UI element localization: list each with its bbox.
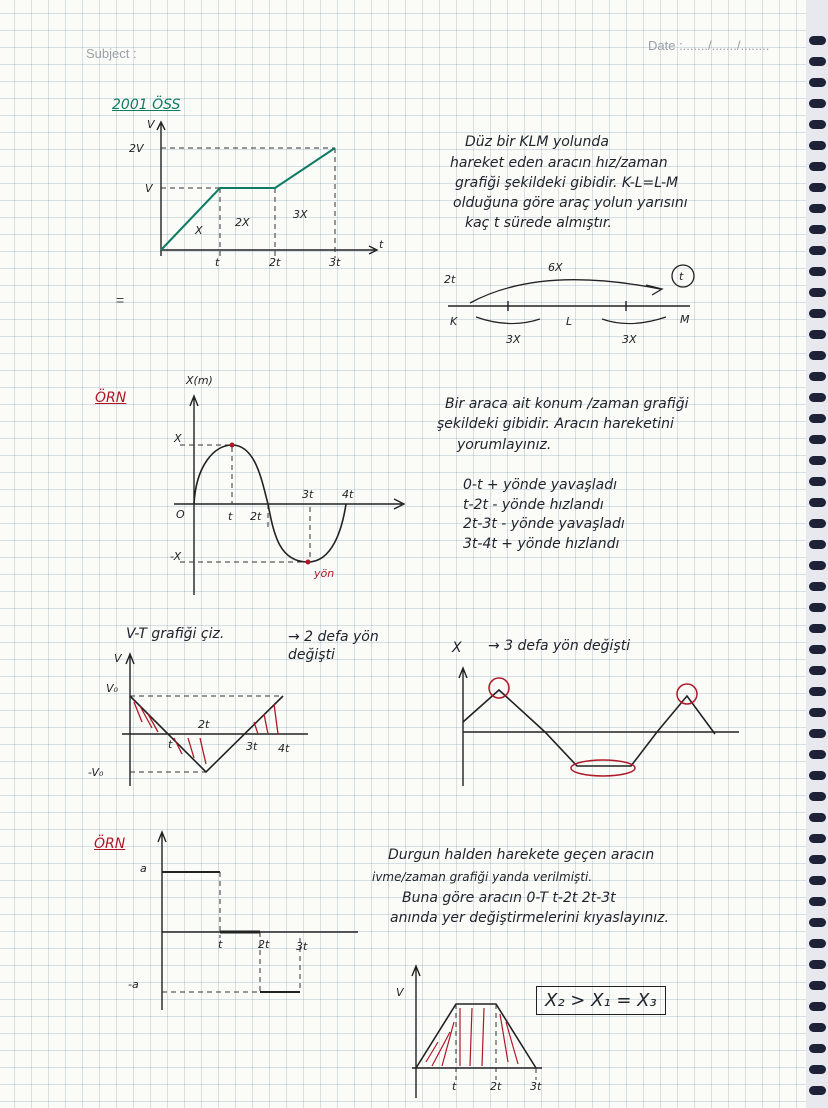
ex3-q-line: Durgun halden harekete geçen aracın	[388, 847, 655, 863]
spiral-ring	[809, 624, 826, 633]
spiral-binding	[806, 0, 828, 1108]
spiral-ring	[809, 981, 826, 990]
ex3-q-line: Buna göre aracın 0-T t-2t 2t-3t	[402, 890, 616, 906]
ex1-vt-graph	[125, 118, 395, 268]
spiral-ring	[809, 540, 826, 549]
ex1-q-line: kaç t sürede almıştır.	[465, 215, 612, 231]
vt-x-label-3t: 3t	[246, 740, 258, 753]
spiral-ring	[809, 414, 826, 423]
ex3-v-x-label-2t: 2t	[490, 1080, 502, 1093]
ex3-at-graph	[120, 826, 365, 1011]
ex2-answer-row: 0-t + yönde yavaşladı	[463, 477, 618, 493]
vt-x-label-4t: 4t	[278, 742, 290, 755]
spiral-ring	[809, 183, 826, 192]
spiral-ring	[809, 141, 826, 150]
spiral-ring	[809, 225, 826, 234]
ex1-y-tick-2v: 2V	[129, 142, 144, 155]
ex2-yon-note: yön	[314, 567, 335, 580]
vt-x-label-t: t	[168, 738, 173, 751]
ex3-x-label-2t: 2t	[258, 938, 270, 951]
ex2-answer-row: 3t-4t + yönde hızlandı	[463, 536, 620, 552]
ex3-vt-graph	[392, 962, 562, 1102]
ex3-x-label-3t: 3t	[296, 940, 308, 953]
ex1-x-axis-label: t	[379, 238, 384, 251]
spiral-ring	[809, 1065, 826, 1074]
ex1-sketch-m: M	[680, 313, 690, 326]
spiral-ring	[809, 834, 826, 843]
spiral-ring	[809, 57, 826, 66]
ex1-sketch-3x-right: 3X	[622, 333, 637, 346]
ex2-answer-row: 2t-3t - yönde yavaşladı	[463, 516, 625, 532]
ex1-sketch-answer: t	[679, 270, 684, 283]
ex2-q-line: yorumlayınız.	[457, 437, 552, 453]
ex1-sketch-2t: 2t	[444, 273, 456, 286]
spiral-ring	[809, 771, 826, 780]
spiral-ring	[809, 36, 826, 45]
spiral-ring	[809, 645, 826, 654]
spiral-ring	[809, 960, 826, 969]
xt-y-axis-label: X	[452, 640, 462, 656]
ex1-y-axis	[157, 122, 165, 256]
ex1-q-line: hareket eden aracın hız/zaman	[450, 155, 668, 171]
ex2-answer-row: t-2t - yönde hızlandı	[463, 497, 604, 513]
spiral-ring	[809, 393, 826, 402]
ex2-xt-graph	[170, 370, 415, 600]
ex2-tag: ÖRN	[95, 390, 127, 406]
spiral-ring	[809, 855, 826, 864]
spiral-ring	[809, 792, 826, 801]
spiral-ring	[809, 204, 826, 213]
vt-x-label-2t: 2t	[198, 718, 210, 731]
spiral-ring	[809, 288, 826, 297]
spiral-ring	[809, 750, 826, 759]
ex1-sketch-l: L	[566, 315, 573, 328]
ex3-y-label-a: a	[140, 862, 147, 875]
spiral-ring	[809, 813, 826, 822]
ex3-answer-box: X₂ > X₁ = X₃	[536, 986, 666, 1015]
ex1-y-tick-v: V	[145, 182, 153, 195]
ex3-tag: ÖRN	[94, 836, 126, 852]
ex2-x-label-t: t	[228, 510, 233, 523]
ex1-road-sketch	[440, 255, 710, 350]
ex3-velocity-line	[416, 1004, 536, 1068]
spiral-ring	[809, 330, 826, 339]
ex2-x-label-3t: 3t	[302, 488, 314, 501]
ex1-area-x: X	[195, 224, 203, 237]
vt-y-label-v0: V₀	[106, 682, 118, 695]
spiral-ring	[809, 162, 826, 171]
spiral-ring	[809, 1044, 826, 1053]
spiral-ring	[809, 435, 826, 444]
spiral-ring	[809, 246, 826, 255]
vt-sketch-graph	[88, 648, 318, 788]
spiral-ring	[809, 939, 826, 948]
ex3-q-line: anında yer değiştirmelerini kıyaslayınız.	[390, 910, 669, 926]
spiral-ring	[809, 666, 826, 675]
spiral-ring	[809, 1086, 826, 1095]
spiral-ring	[809, 729, 826, 738]
spiral-ring	[809, 78, 826, 87]
ex1-sketch-k: K	[450, 315, 458, 328]
ex2-x-axis	[174, 499, 404, 509]
ex2-y-label-x: X	[174, 432, 182, 445]
stray-mark: =	[116, 292, 125, 308]
spiral-ring	[809, 603, 826, 612]
spiral-ring	[809, 267, 826, 276]
spiral-ring	[809, 876, 826, 885]
ex2-q-line: şekildeki gibidir. Aracın hareketini	[437, 416, 674, 432]
ex2-y-label-neg-x: -X	[170, 550, 182, 563]
ex3-q-line: ivme/zaman grafiği yanda verilmişti.	[372, 870, 593, 884]
spiral-ring	[809, 351, 826, 360]
ex2-y-axis-label: X(m)	[186, 374, 213, 387]
spiral-ring	[809, 1023, 826, 1032]
ex3-y-label-neg-a: -a	[128, 978, 139, 991]
ex3-v-x-label-t: t	[452, 1080, 457, 1093]
ex3-v-x-label-3t: 3t	[530, 1080, 542, 1093]
ex1-sketch-6x: 6X	[548, 261, 563, 274]
vt-y-axis-label: V	[114, 652, 122, 665]
xt-sketch-graph	[455, 662, 745, 792]
ex1-tag: 2001 ÖSS	[112, 97, 181, 113]
ex1-velocity-line	[161, 148, 335, 250]
vt-title: V-T grafiği çiz.	[126, 626, 225, 642]
vt-y-label-neg-v0: -V₀	[88, 766, 104, 779]
ex1-q-line: Düz bir KLM yolunda	[465, 134, 609, 150]
ex3-v-axis-label: V	[396, 986, 404, 999]
xt-position-line	[463, 690, 715, 766]
ex1-q-line: olduğuna göre araç yolun yarısını	[453, 195, 688, 211]
spiral-ring	[809, 897, 826, 906]
ex2-q-line: Bir araca ait konum /zaman grafiği	[445, 396, 689, 412]
spiral-ring	[809, 1002, 826, 1011]
spiral-ring	[809, 561, 826, 570]
ex1-area-2x: 2X	[235, 216, 250, 229]
spiral-ring	[809, 582, 826, 591]
ex2-x-label-o: O	[176, 508, 185, 521]
spiral-ring	[809, 309, 826, 318]
spiral-ring	[809, 99, 826, 108]
spiral-ring	[809, 120, 826, 129]
ex3-x-label-t: t	[218, 938, 223, 951]
ex2-x-label-4t: 4t	[342, 488, 354, 501]
ex1-area-3x: 3X	[293, 208, 308, 221]
spiral-ring	[809, 687, 826, 696]
spiral-ring	[809, 708, 826, 717]
date-label: Date :......./......./........	[648, 38, 770, 53]
ex1-x-tick-2t: 2t	[269, 256, 281, 269]
xt-note: → 3 defa yön değişti	[488, 638, 631, 654]
ex1-sketch-3x-left: 3X	[506, 333, 521, 346]
ex1-x-tick-t: t	[215, 256, 220, 269]
ex2-x-label-2t: 2t	[250, 510, 262, 523]
spiral-ring	[809, 372, 826, 381]
ex1-q-line: grafiği şekildeki gibidir. K-L=L-M	[455, 175, 679, 191]
spiral-ring	[809, 519, 826, 528]
ex1-x-tick-3t: 3t	[329, 256, 341, 269]
subject-label: Subject :	[86, 46, 137, 61]
spiral-ring	[809, 477, 826, 486]
spiral-ring	[809, 918, 826, 927]
ex1-y-axis-label: V	[147, 118, 155, 131]
ex1-x-axis	[161, 246, 377, 254]
spiral-ring	[809, 456, 826, 465]
spiral-ring	[809, 498, 826, 507]
vt-note: → 2 defa yön değişti	[288, 629, 379, 663]
